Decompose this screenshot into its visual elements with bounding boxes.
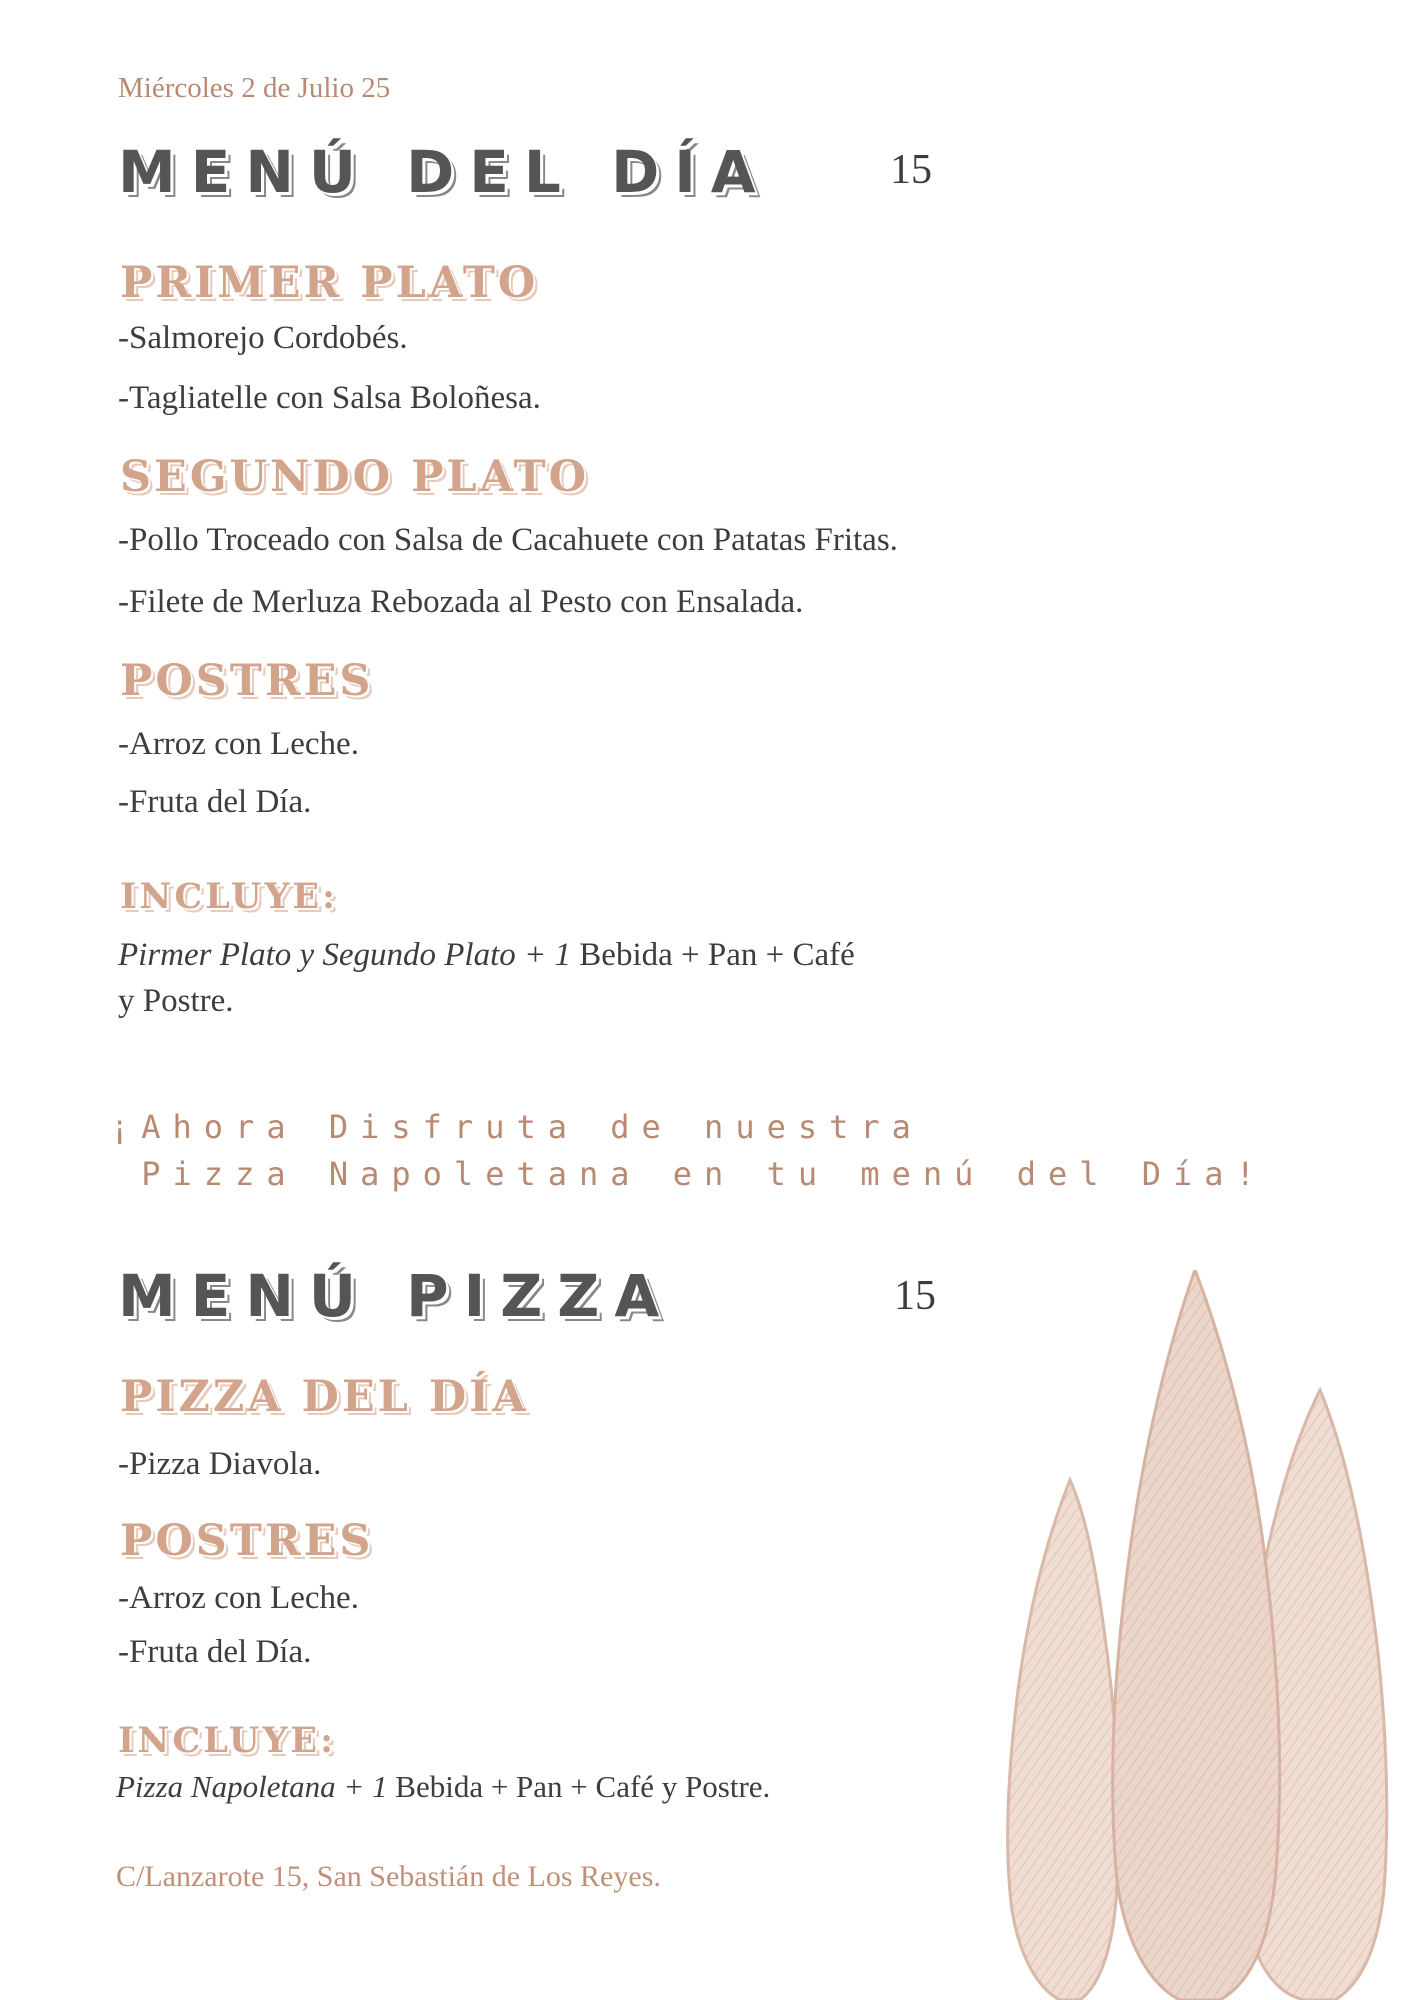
list-item: -Fruta del Día. [118, 1634, 312, 1670]
menu-del-dia-title: MENÚ DEL DÍA [118, 138, 771, 206]
section-heading-postres: POSTRES [120, 656, 374, 706]
promo-text [110, 1104, 1267, 1198]
section-heading-pizza-del-dia: PIZZA DEL DÍA [120, 1372, 529, 1422]
list-item: -Arroz con Leche. [118, 726, 359, 762]
incluye-line2: y Postre. [118, 983, 234, 1019]
incluye-italic: Pirmer Plato y Segundo Plato + 1 [118, 937, 572, 973]
list-item: -Salmorejo Cordobés. [118, 320, 408, 356]
section-heading-postres-pizza: POSTRES [120, 1516, 374, 1566]
section-heading-incluye-pizza: INCLUYE: [118, 1720, 337, 1761]
incluye-text [118, 932, 1018, 1024]
menu-date: Miércoles 2 de Julio 25 [118, 72, 391, 104]
cypress-tree-left-icon [1008, 1480, 1119, 2000]
incluye-pizza-rest: Bebida + Pan + Café y Postre. [387, 1769, 771, 1804]
address: C/Lanzarote 15, San Sebastián de Los Reyes. [116, 1860, 661, 1893]
cypress-tree-center-icon [1113, 1270, 1280, 2000]
menu-pizza-title: MENÚ PIZZA [118, 1262, 675, 1330]
list-item: -Pollo Troceado con Salsa de Cacahuete con Patatas Fritas. [118, 522, 898, 558]
incluye-pizza-text [116, 1764, 770, 1810]
promo-line-1: ¡Ahora Disfruta de nuestra [110, 1108, 923, 1146]
menu-del-dia-price: 15 [890, 147, 932, 193]
list-item: -Tagliatelle con Salsa Boloñesa. [118, 380, 541, 416]
section-heading-segundo-plato: SEGUNDO PLATO [120, 452, 590, 502]
list-item: -Pizza Diavola. [118, 1446, 322, 1482]
section-heading-primer-plato: PRIMER PLATO [120, 258, 539, 308]
menu-pizza-price: 15 [894, 1273, 936, 1319]
section-heading-incluye: INCLUYE: [120, 876, 339, 917]
list-item: -Arroz con Leche. [118, 1580, 359, 1616]
incluye-pizza-italic: Pizza Napoletana + 1 [116, 1769, 388, 1804]
list-item: -Filete de Merluza Rebozada al Pesto con Ensalada. [118, 584, 804, 620]
incluye-rest: Bebida + Pan + Café [571, 937, 855, 973]
cypress-trees-icon [990, 1270, 1390, 2000]
promo-line-2: Pizza Napoletana en tu menú del Día! [110, 1155, 1267, 1193]
list-item: -Fruta del Día. [118, 784, 312, 820]
